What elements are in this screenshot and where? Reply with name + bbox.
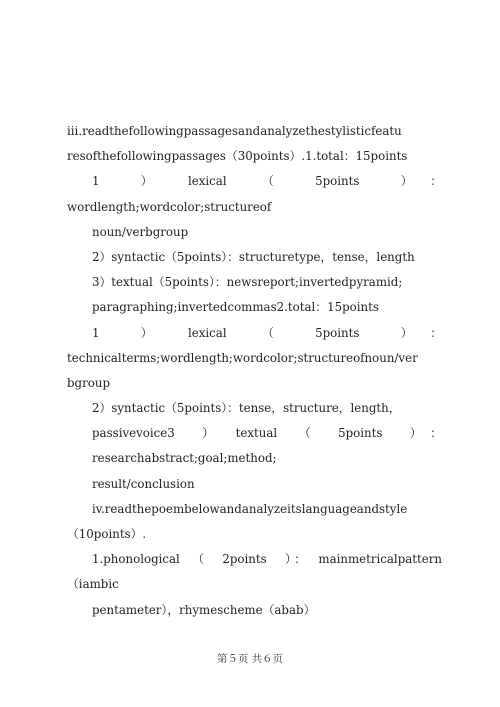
text-line: 2）syntactic（5points）：tense，structure，length， (92, 401, 401, 416)
text-line: iii.readthefollowingpassagesandanalyzethestylisticfeatu (67, 124, 402, 138)
text-line: 1 ） lexical （ 5points ） ： (92, 174, 442, 189)
text-line: 1 ） lexical （ 5points ） ： (92, 325, 442, 340)
text-line: researchabstract;goal;method; (92, 451, 277, 466)
text-line: result/conclusion (92, 476, 195, 491)
text-line: （iambic (67, 577, 119, 592)
text-line: paragraphing;invertedcommas2.total：15points (92, 300, 379, 315)
text-line: （10points）. (67, 527, 147, 541)
text-line: 3）textual（5points）：newsreport;invertedpyramid; (92, 275, 403, 290)
text-line: noun/verbgroup (92, 224, 189, 239)
page-number-footer: 第５页 共６页 (216, 653, 284, 665)
text-line: 2）syntactic（5points）：structuretype，tense，length (92, 249, 415, 264)
text-line: pentameter），rhymescheme（abab） (92, 602, 316, 617)
text-line: technicalterms;wordlength;wordcolor;structureofnoun/ver (67, 350, 418, 365)
text-line: iv.readthepoembelowandanalyzeitslanguageandstyle (92, 501, 408, 516)
text-line: 1.phonological （ 2points ）： mainmetricalpattern (92, 552, 442, 567)
text-line: passivevoice3 ） textual （ 5points ） ： (92, 426, 442, 441)
text-line: resofthefollowingpassages（30points）.1.total：15points (67, 149, 408, 164)
text-line: bgroup (67, 375, 110, 390)
document-body (67, 119, 442, 623)
text-line: wordlength;wordcolor;structureof (67, 199, 272, 214)
